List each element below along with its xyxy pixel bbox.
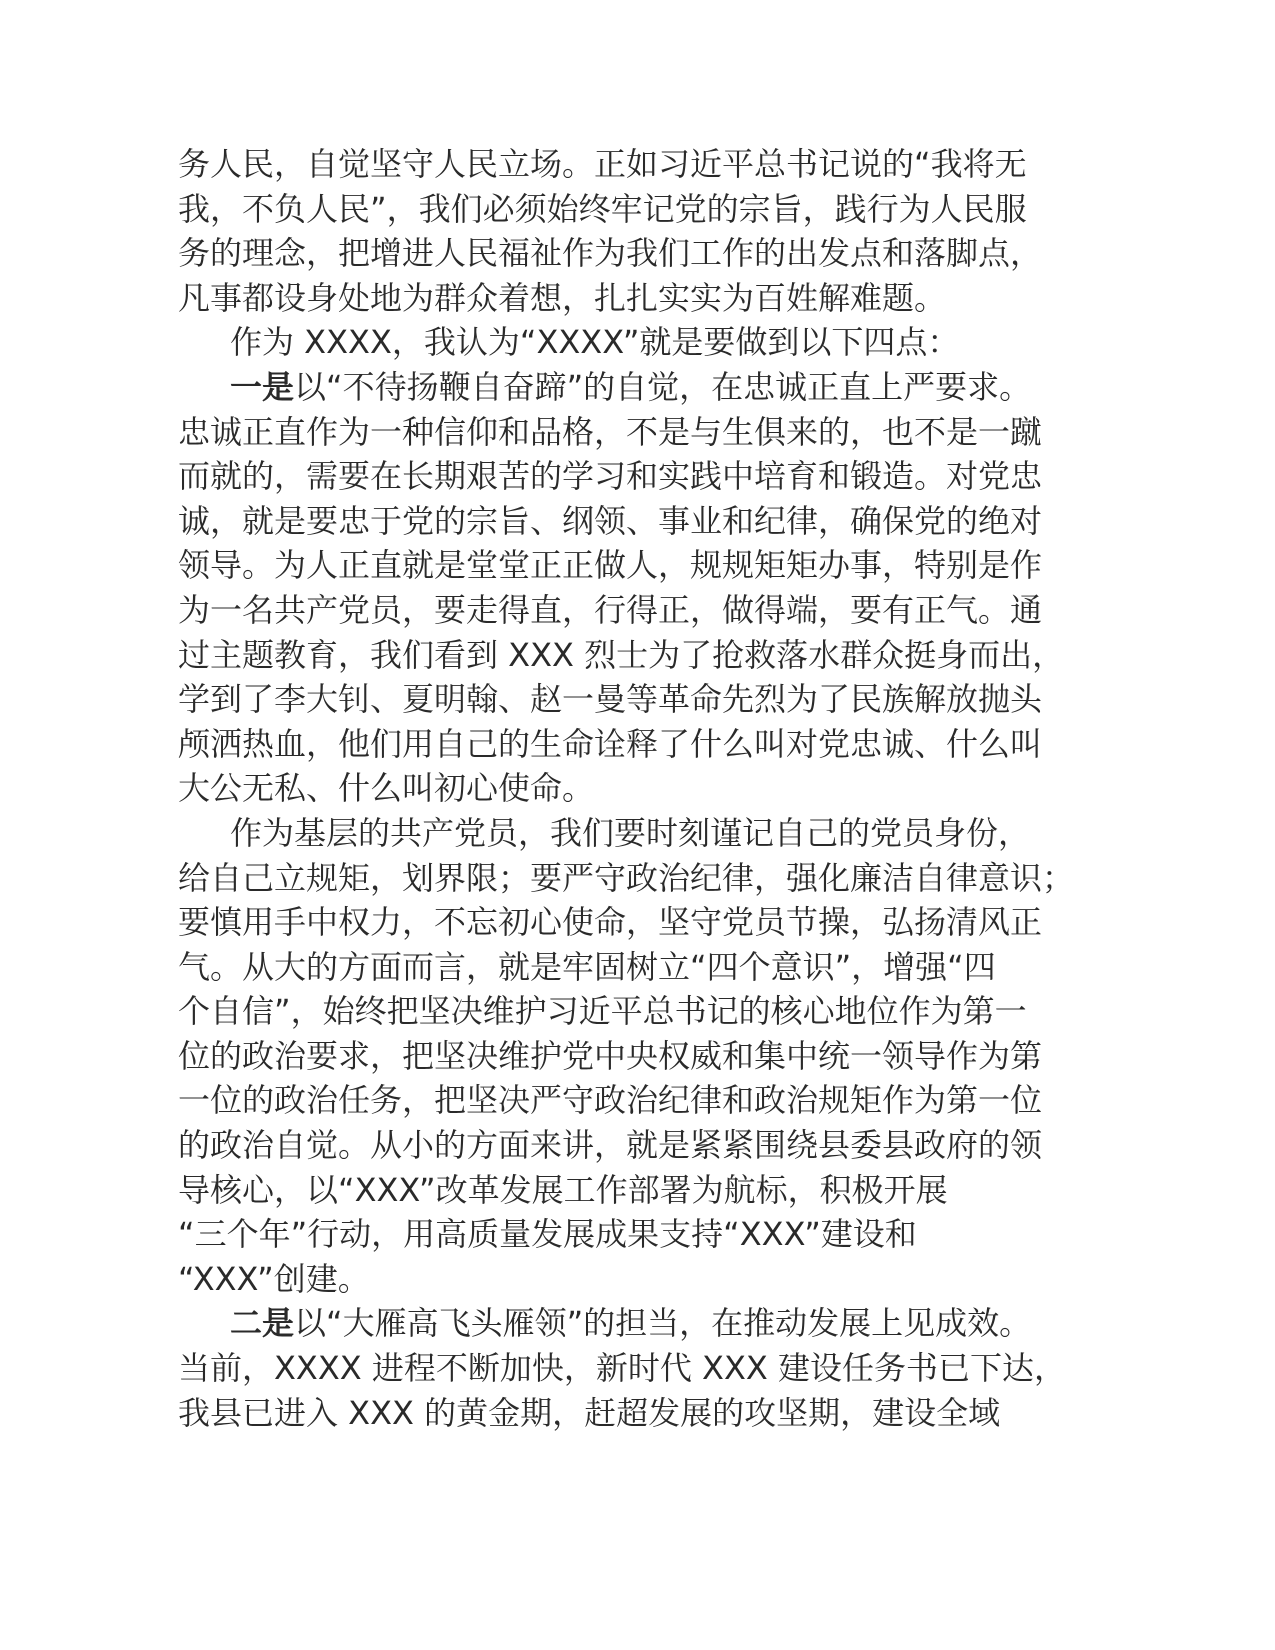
text-run: 作为基层的共产党员，我们要时刻谨记自己的党员身份，	[230, 813, 1031, 852]
emphasis-text: 二是	[230, 1304, 295, 1343]
text-run: 大公无私、什么叫初心使命。	[178, 769, 595, 808]
text-run: 我县已进入 XXX 的黄金期，赶超发展的攻坚期，建设全域	[178, 1393, 1001, 1432]
text-line	[178, 1391, 1078, 1436]
text-line	[178, 231, 1078, 276]
text-line	[178, 1168, 1078, 1213]
text-line	[178, 677, 1078, 722]
text-run: 学到了李大钊、夏明翰、赵一曼等革命先烈为了民族解放抛头	[178, 680, 1043, 719]
text-run: “三个年”行动，用高质量发展成果支持“XXX”建设和	[178, 1215, 917, 1254]
text-run: 过主题教育，我们看到 XXX 烈士为了抢救落水群众挺身而出，	[178, 635, 1065, 674]
text-line	[178, 410, 1078, 455]
paragraph-p1	[178, 142, 1078, 320]
text-run: 一位的政治任务，把坚决严守政治纪律和政治规矩作为第一位	[178, 1081, 1043, 1120]
text-run: 务人民，自觉坚守人民立场。正如习近平总书记说的“我将无	[178, 145, 1027, 183]
text-run: 为一名共产党员，要走得直，行得正，做得端，要有正气。通	[178, 590, 1043, 629]
text-line	[178, 588, 1078, 633]
text-run: 位的政治要求，把坚决维护党中央权威和集中统一领导作为第	[178, 1036, 1043, 1075]
text-run: 以“不待扬鞭自奋蹄”的自觉，在忠诚正直上严要求。	[294, 367, 1032, 406]
text-run: 领导。为人正直就是堂堂正正做人，规规矩矩办事，特别是作	[178, 546, 1043, 585]
text-line	[178, 1257, 1078, 1302]
text-line	[178, 543, 1078, 588]
text-line	[178, 945, 1078, 990]
text-run: 导核心，以“XXX”改革发展工作部署为航标，积极开展	[178, 1170, 948, 1209]
paragraph-p2	[178, 320, 1078, 365]
text-line	[178, 365, 1078, 410]
text-line	[178, 454, 1078, 499]
text-line	[178, 900, 1078, 945]
text-line	[178, 1212, 1078, 1257]
text-line	[178, 633, 1078, 678]
paragraph-p5	[178, 1301, 1078, 1435]
text-run: 当前，XXXX 进程不断加快，新时代 XXX 建设任务书已下达，	[178, 1349, 1066, 1388]
text-line	[178, 989, 1078, 1034]
text-line	[178, 1034, 1078, 1079]
text-run: 凡事都设身处地为群众着想，扎扎实实为百姓解难题。	[178, 278, 947, 317]
text-line	[178, 187, 1078, 232]
body-text	[178, 142, 1078, 1435]
text-run: “XXX”创建。	[178, 1259, 370, 1298]
text-run: 诚，就是要忠于党的宗旨、纲领、事业和纪律，确保党的绝对	[178, 501, 1043, 540]
text-line	[178, 1301, 1078, 1346]
text-run: 的政治自觉。从小的方面来讲，就是紧紧围绕县委县政府的领	[178, 1126, 1043, 1165]
text-run: 务的理念，把增进人民福祉作为我们工作的出发点和落脚点，	[178, 234, 1043, 273]
text-run: 我，不负人民”，我们必须始终牢记党的宗旨，践行为人民服	[178, 189, 1027, 228]
emphasis-text: 一是	[230, 367, 295, 406]
paragraph-p3	[178, 365, 1078, 811]
text-line	[178, 276, 1078, 321]
text-line	[178, 320, 1078, 365]
text-run: 要慎用手中权力，不忘初心使命，坚守党员节操，弘扬清风正	[178, 903, 1043, 942]
text-run: 以“大雁高飞头雁领”的担当，在推动发展上见成效。	[294, 1304, 1032, 1343]
text-run: 而就的，需要在长期艰苦的学习和实践中培育和锻造。对党忠	[178, 457, 1043, 496]
text-line	[178, 142, 1078, 187]
text-line	[178, 811, 1078, 856]
text-run: 给自己立规矩，划界限；要严守政治纪律，强化廉洁自律意识；	[178, 858, 1075, 897]
text-run: 颅洒热血，他们用自己的生命诠释了什么叫对党忠诚、什么叫	[178, 724, 1043, 763]
text-line	[178, 766, 1078, 811]
text-run: 忠诚正直作为一种信仰和品格，不是与生俱来的，也不是一蹴	[178, 412, 1043, 451]
text-run: 作为 XXXX，我认为“XXXX”就是要做到以下四点：	[230, 323, 960, 362]
paragraph-p4	[178, 811, 1078, 1302]
text-run: 气。从大的方面而言，就是牢固树立“四个意识”，增强“四	[178, 947, 996, 986]
text-line	[178, 856, 1078, 901]
text-line	[178, 722, 1078, 767]
text-line	[178, 1123, 1078, 1168]
text-line	[178, 1078, 1078, 1123]
text-line	[178, 499, 1078, 544]
text-run: 个自信”，始终把坚决维护习近平总书记的核心地位作为第一	[178, 992, 1027, 1031]
text-line	[178, 1346, 1078, 1391]
